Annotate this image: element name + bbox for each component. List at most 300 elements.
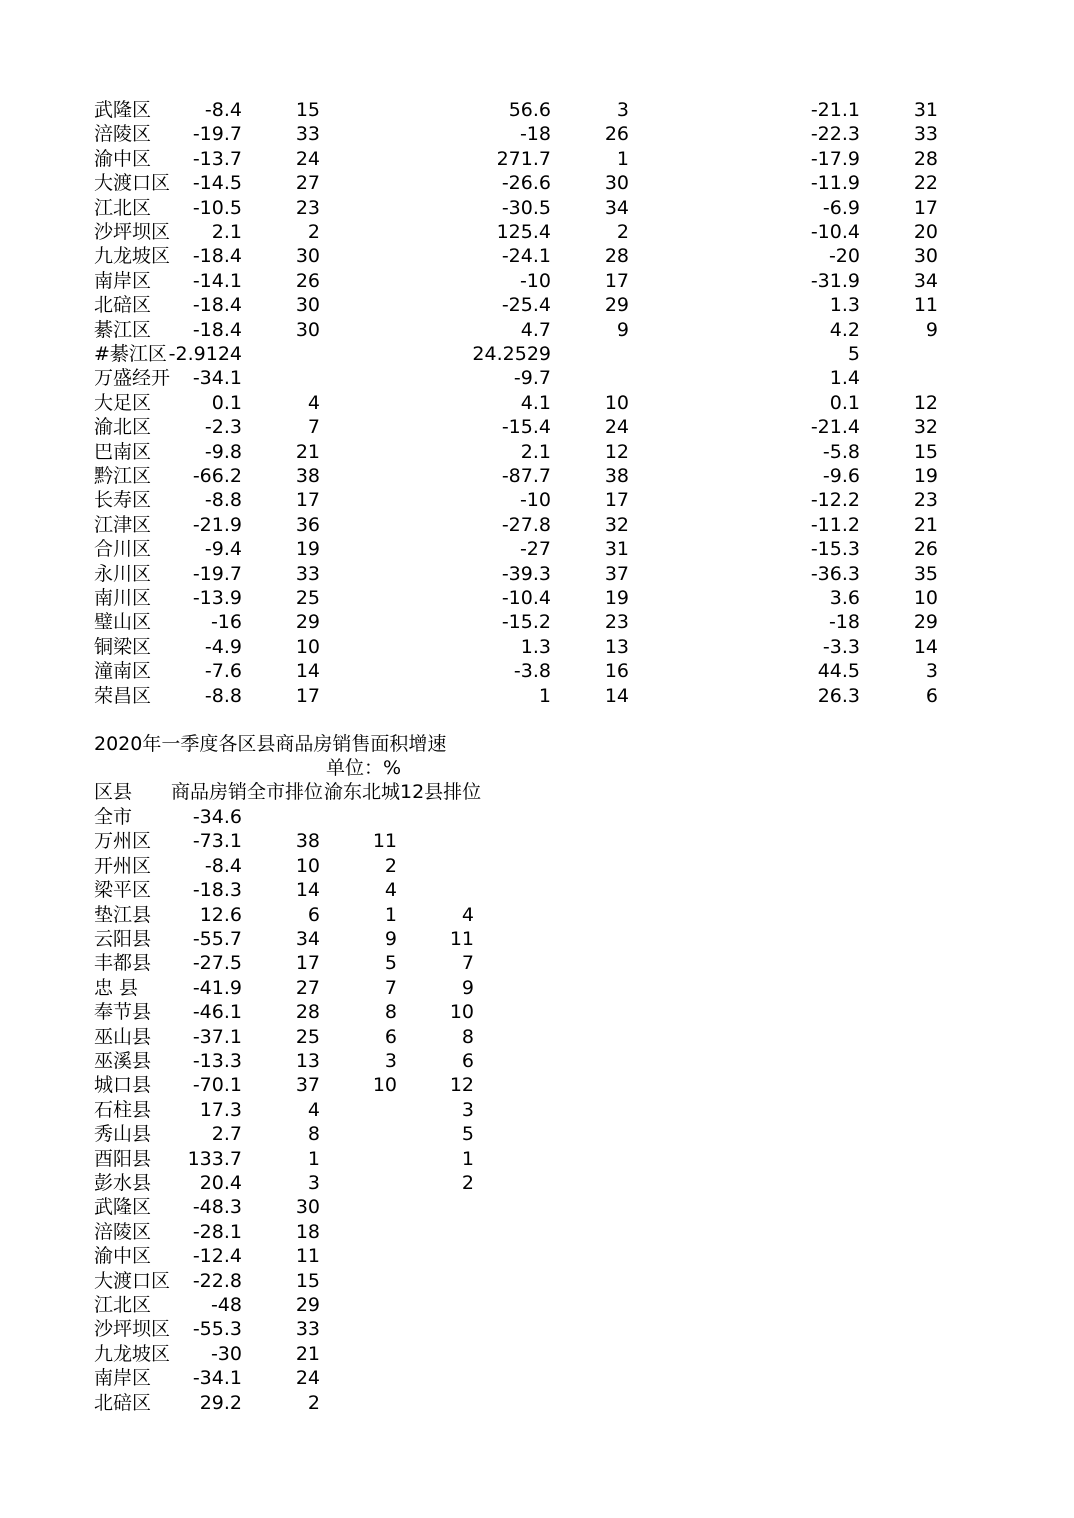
cell-c4 (410, 1244, 474, 1268)
table-row (0, 1342, 1074, 1366)
row-name: 渝北区 (94, 416, 152, 439)
cell-c6: 28 (913, 147, 938, 170)
cell-c3: 9 (384, 928, 397, 950)
table-row (0, 98, 1074, 122)
header-name: 区县 (94, 781, 133, 803)
bottom-table-title: 2020年一季度各区县商品房销售面积增速 (94, 733, 447, 755)
cell-c5: -15.3 (810, 538, 860, 561)
table-row (0, 122, 1074, 146)
cell-c6: 23 (913, 489, 938, 512)
cell-c6: 19 (913, 465, 938, 487)
row-name: 大足区 (94, 391, 152, 414)
cell-c1: -8.4 (204, 854, 242, 877)
table-row (0, 171, 1074, 195)
cell-c1: -2.3 (204, 416, 242, 439)
row-name: 云阳县 (94, 928, 152, 950)
cell-c1: -30 (210, 1342, 242, 1365)
row-name: 酉阳县 (94, 1147, 152, 1170)
row-name: 石柱县 (94, 1098, 152, 1121)
cell-c4: 11 (449, 928, 474, 950)
cell-c1: -10.5 (192, 196, 242, 219)
cell-c5: -17.9 (810, 147, 860, 170)
row-name: 江津区 (94, 513, 152, 536)
cell-c3: -15.2 (501, 611, 551, 634)
table-row (0, 684, 1074, 708)
table-row (0, 586, 1074, 610)
cell-c3: 1 (538, 684, 551, 707)
cell-c2: 3 (307, 1172, 320, 1194)
cell-c2: 4 (307, 391, 320, 414)
cell-c3: 8 (384, 1001, 397, 1024)
row-name: 南川区 (94, 587, 152, 609)
cell-c5: -22.3 (810, 123, 860, 146)
table-row (0, 1073, 1074, 1097)
table-row (0, 196, 1074, 220)
cell-c5: -3.3 (822, 635, 860, 658)
cell-c2: 1 (307, 1147, 320, 1170)
cell-c1: -55.3 (192, 1318, 242, 1341)
cell-c2: 17 (295, 952, 320, 975)
cell-c2: 10 (295, 854, 320, 877)
row-name: 大渡口区 (94, 1269, 171, 1292)
cell-c1: -18.4 (192, 245, 242, 268)
cell-c2: 18 (295, 1220, 320, 1243)
cell-c2: 25 (295, 1025, 320, 1048)
cell-c6: 17 (913, 196, 938, 219)
cell-c1: -41.9 (192, 976, 242, 999)
cell-c3: -30.5 (501, 196, 551, 219)
table-row (0, 1049, 1074, 1073)
cell-c5: -11.9 (810, 172, 860, 195)
cell-c6: 31 (913, 99, 938, 121)
cell-c2: 36 (295, 513, 320, 536)
row-name: 万盛经开 (94, 367, 171, 390)
cell-c4: 34 (604, 196, 629, 219)
row-name: 秀山县 (94, 1123, 152, 1146)
cell-c2: 30 (295, 318, 320, 341)
row-name: 梁平区 (94, 879, 152, 902)
table-row (0, 244, 1074, 268)
cell-c6: 20 (913, 221, 938, 243)
cell-c2: 23 (295, 196, 320, 219)
cell-c2: 14 (295, 660, 320, 683)
cell-c3: -15.4 (501, 416, 551, 439)
cell-c1: -48.3 (192, 1196, 242, 1219)
cell-c3: -87.7 (501, 465, 551, 487)
cell-c3 (340, 1391, 397, 1415)
cell-c1: 0.1 (211, 391, 242, 414)
row-name: 南岸区 (94, 269, 152, 292)
cell-c3 (340, 1269, 397, 1293)
table-row (0, 366, 1074, 390)
cell-c1: -12.4 (192, 1245, 242, 1268)
cell-c4: 38 (604, 465, 629, 487)
cell-c4 (410, 1293, 474, 1317)
row-name: 璧山区 (94, 611, 152, 634)
cell-c4: 10 (449, 1001, 474, 1024)
table-row (0, 1244, 1074, 1268)
cell-c6: 35 (913, 562, 938, 585)
cell-c1: -70.1 (192, 1074, 242, 1097)
cell-c6: 21 (913, 513, 938, 536)
cell-c3 (340, 1122, 397, 1146)
cell-c1: -8.4 (204, 99, 242, 121)
cell-c1: -14.5 (192, 172, 242, 195)
cell-c1: -9.4 (204, 538, 242, 561)
cell-c4: 32 (604, 513, 629, 536)
table-row (0, 878, 1074, 902)
cell-c4: 30 (604, 172, 629, 195)
cell-c6: 29 (913, 611, 938, 634)
cell-c2: 28 (295, 1001, 320, 1024)
table-row (0, 1366, 1074, 1390)
row-name: 綦江区 (94, 318, 152, 341)
cell-c6 (880, 342, 938, 366)
cell-c3 (340, 805, 397, 829)
cell-c5: -6.9 (822, 196, 860, 219)
cell-c4 (410, 1391, 474, 1415)
cell-c2: 15 (295, 99, 320, 121)
cell-c2: 33 (295, 1318, 320, 1341)
cell-c4: 17 (604, 269, 629, 292)
cell-c4: 16 (604, 660, 629, 683)
cell-c6: 26 (913, 538, 938, 561)
table-row (0, 1317, 1074, 1341)
table-row (0, 415, 1074, 439)
cell-c1: -46.1 (192, 1001, 242, 1024)
cell-c5: 1.4 (829, 367, 860, 390)
header-c2: 全市排位 (247, 781, 324, 803)
cell-c2: 24 (295, 1367, 320, 1390)
cell-c4 (570, 366, 629, 390)
row-name: 九龙坡区 (94, 245, 171, 268)
cell-c3 (340, 1244, 397, 1268)
cell-c5: -9.6 (822, 465, 860, 487)
cell-c4: 9 (461, 976, 474, 999)
cell-c3: -25.4 (501, 294, 551, 317)
cell-c3: 6 (384, 1025, 397, 1048)
cell-c2: 38 (295, 465, 320, 487)
table-row (0, 1293, 1074, 1317)
table-row (0, 318, 1074, 342)
cell-c2: 2 (307, 1391, 320, 1414)
cell-c4: 2 (616, 221, 629, 243)
table-row (0, 659, 1074, 683)
cell-c4: 14 (604, 684, 629, 707)
cell-c3: -24.1 (501, 245, 551, 268)
cell-c6: 32 (913, 416, 938, 439)
cell-c1: -37.1 (192, 1025, 242, 1048)
cell-c2: 24 (295, 147, 320, 170)
row-name: 合川区 (94, 538, 152, 561)
cell-c2: 27 (295, 976, 320, 999)
table-row (0, 903, 1074, 927)
cell-c4 (410, 878, 474, 902)
cell-c4: 4 (461, 903, 474, 926)
cell-c1: -18.4 (192, 318, 242, 341)
cell-c2: 11 (295, 1245, 320, 1268)
cell-c3 (340, 1293, 397, 1317)
cell-c2: 19 (295, 538, 320, 561)
cell-c2: 25 (295, 587, 320, 609)
cell-c2: 26 (295, 269, 320, 292)
table-row (0, 147, 1074, 171)
cell-c1: 20.4 (199, 1172, 242, 1194)
cell-c1: -13.9 (192, 587, 242, 609)
cell-c4: 37 (604, 562, 629, 585)
table-row (0, 488, 1074, 512)
bottom-table-unit: 单位：% (326, 757, 402, 779)
table-row (0, 464, 1074, 488)
cell-c3 (340, 1317, 397, 1341)
cell-c5: -10.4 (810, 221, 860, 243)
cell-c3: 5 (384, 952, 397, 975)
cell-c3: -39.3 (501, 562, 551, 585)
cell-c4: 3 (461, 1098, 474, 1121)
table-row (0, 1147, 1074, 1171)
cell-c1: 17.3 (199, 1098, 242, 1121)
row-name: 北碚区 (94, 1391, 152, 1414)
cell-c3 (340, 1195, 397, 1219)
row-name: #綦江区 (94, 343, 167, 365)
row-name: 荣昌区 (94, 684, 152, 707)
cell-c4: 3 (616, 99, 629, 121)
cell-c2: 30 (295, 294, 320, 317)
cell-c3: 3 (384, 1050, 397, 1072)
cell-c4 (410, 829, 474, 853)
table-row (0, 1171, 1074, 1195)
cell-c3: 24.2529 (472, 343, 551, 365)
cell-c1: -16 (210, 611, 242, 634)
row-name: 涪陵区 (94, 123, 152, 146)
cell-c3 (340, 1171, 397, 1195)
cell-c4: 31 (604, 538, 629, 561)
row-name: 开州区 (94, 854, 152, 877)
table-row (0, 440, 1074, 464)
cell-c3: -18 (519, 123, 551, 146)
row-name: 北碚区 (94, 294, 152, 317)
cell-c6: 30 (913, 245, 938, 268)
cell-c6: 10 (913, 587, 938, 609)
cell-c4: 28 (604, 245, 629, 268)
table-row (0, 562, 1074, 586)
row-name: 九龙坡区 (94, 1342, 171, 1365)
row-name: 渝中区 (94, 1245, 152, 1268)
table-row (0, 1195, 1074, 1219)
row-name: 永川区 (94, 562, 152, 585)
cell-c6: 33 (913, 123, 938, 146)
cell-c5: 26.3 (817, 684, 860, 707)
cell-c5: -21.4 (810, 416, 860, 439)
cell-c4: 23 (604, 611, 629, 634)
cell-c4 (410, 1366, 474, 1390)
cell-c5: -36.3 (810, 562, 860, 585)
cell-c4 (410, 1342, 474, 1366)
cell-c3: 1 (384, 903, 397, 926)
cell-c2: 17 (295, 684, 320, 707)
cell-c2: 7 (307, 416, 320, 439)
cell-c2 (260, 805, 320, 829)
cell-c3 (340, 1366, 397, 1390)
cell-c4: 17 (604, 489, 629, 512)
row-name: 武隆区 (94, 1196, 152, 1219)
row-name: 铜梁区 (94, 635, 152, 658)
row-name: 奉节县 (94, 1001, 152, 1024)
cell-c3: 11 (372, 830, 397, 853)
row-name: 南岸区 (94, 1367, 152, 1390)
cell-c6: 15 (913, 440, 938, 463)
row-name: 城口县 (94, 1074, 152, 1097)
cell-c4: 29 (604, 294, 629, 317)
cell-c1: -34.6 (192, 806, 242, 828)
row-name: 万州区 (94, 830, 152, 853)
row-name: 长寿区 (94, 489, 152, 512)
cell-c3: 125.4 (496, 221, 551, 243)
cell-c1: -8.8 (204, 489, 242, 512)
cell-c1: -73.1 (192, 830, 242, 853)
cell-c3: 271.7 (496, 147, 551, 170)
cell-c1: -7.6 (204, 660, 242, 683)
row-name: 渝中区 (94, 147, 152, 170)
cell-c3: 1.3 (520, 635, 551, 658)
cell-c6: 12 (913, 391, 938, 414)
cell-c2: 27 (295, 172, 320, 195)
row-name: 丰都县 (94, 952, 152, 975)
row-name: 巫溪县 (94, 1050, 152, 1072)
cell-c1: -4.9 (204, 635, 242, 658)
cell-c1: -13.7 (192, 147, 242, 170)
row-name: 江北区 (94, 196, 152, 219)
cell-c5: 4.2 (829, 318, 860, 341)
header-c4: 12县排位 (400, 781, 482, 803)
cell-c1: 12.6 (199, 903, 242, 926)
row-name: 沙坪坝区 (94, 1318, 171, 1341)
cell-c4: 7 (461, 952, 474, 975)
cell-c1: -9.8 (204, 440, 242, 463)
cell-c2: 37 (295, 1074, 320, 1097)
cell-c4: 1 (461, 1147, 474, 1170)
cell-c3: 2 (384, 854, 397, 877)
cell-c1: -34.1 (192, 1367, 242, 1390)
table-row (0, 1122, 1074, 1146)
cell-c5: -21.1 (810, 99, 860, 121)
table-row (0, 1391, 1074, 1415)
table-row (0, 391, 1074, 415)
row-name: 黔江区 (94, 465, 152, 487)
table-row (0, 1000, 1074, 1024)
cell-c2: 33 (295, 562, 320, 585)
cell-c5: 5 (847, 343, 860, 365)
cell-c1: 133.7 (187, 1147, 242, 1170)
cell-c4: 13 (604, 635, 629, 658)
cell-c2: 30 (295, 245, 320, 268)
cell-c6 (880, 366, 938, 390)
cell-c4: 1 (616, 147, 629, 170)
table-row (0, 293, 1074, 317)
cell-c2: 6 (307, 903, 320, 926)
cell-c3: 2.1 (520, 440, 551, 463)
cell-c3: 7 (384, 976, 397, 999)
cell-c4: 8 (461, 1025, 474, 1048)
cell-c1: -27.5 (192, 952, 242, 975)
cell-c3 (340, 1098, 397, 1122)
cell-c3: -10 (519, 489, 551, 512)
cell-c6: 14 (913, 635, 938, 658)
cell-c1: -28.1 (192, 1220, 242, 1243)
cell-c5: -11.2 (810, 513, 860, 536)
cell-c5: -18 (828, 611, 860, 634)
cell-c4 (410, 805, 474, 829)
row-name: 潼南区 (94, 660, 152, 683)
cell-c6: 11 (913, 294, 938, 317)
table-row (0, 805, 1074, 829)
cell-c3: -9.7 (513, 367, 551, 390)
cell-c2: 15 (295, 1269, 320, 1292)
cell-c1: -14.1 (192, 269, 242, 292)
cell-c2: 21 (295, 440, 320, 463)
cell-c2: 30 (295, 1196, 320, 1219)
table-row (0, 610, 1074, 634)
table-row (0, 537, 1074, 561)
cell-c4: 9 (616, 318, 629, 341)
cell-c3: 4.7 (520, 318, 551, 341)
cell-c1: -19.7 (192, 123, 242, 146)
table-row (0, 513, 1074, 537)
header-c3: 渝东北城 (324, 781, 401, 803)
cell-c3: -3.8 (513, 660, 551, 683)
cell-c3: 10 (372, 1074, 397, 1097)
table-row (0, 342, 1074, 366)
cell-c2 (260, 342, 320, 366)
cell-c2: 13 (295, 1050, 320, 1072)
cell-c2: 33 (295, 123, 320, 146)
cell-c4: 6 (461, 1050, 474, 1072)
table-row (0, 269, 1074, 293)
table-row (0, 1025, 1074, 1049)
row-name: 涪陵区 (94, 1220, 152, 1243)
table-row (0, 854, 1074, 878)
cell-c4: 12 (604, 440, 629, 463)
cell-c1: 2.7 (211, 1123, 242, 1146)
cell-c4: 26 (604, 123, 629, 146)
row-name: 大渡口区 (94, 172, 171, 195)
cell-c4 (410, 1220, 474, 1244)
cell-c5: 0.1 (829, 391, 860, 414)
cell-c6: 6 (925, 684, 938, 707)
cell-c2: 29 (295, 611, 320, 634)
row-name: 武隆区 (94, 99, 152, 121)
header-c1: 商品房销 (171, 781, 248, 803)
cell-c4: 12 (449, 1074, 474, 1097)
cell-c5: 44.5 (817, 660, 860, 683)
cell-c1: -66.2 (192, 465, 242, 487)
cell-c3: -26.6 (501, 172, 551, 195)
cell-c3: 4 (384, 879, 397, 902)
cell-c3: -27 (519, 538, 551, 561)
cell-c5: -5.8 (822, 440, 860, 463)
cell-c1: -48 (210, 1294, 242, 1316)
cell-c4 (570, 342, 629, 366)
cell-c2: 10 (295, 635, 320, 658)
cell-c2: 14 (295, 879, 320, 902)
cell-c4 (410, 1317, 474, 1341)
row-name: 垫江县 (94, 903, 152, 926)
table-row (0, 1269, 1074, 1293)
cell-c2: 21 (295, 1342, 320, 1365)
cell-c4 (410, 1195, 474, 1219)
cell-c2: 29 (295, 1294, 320, 1316)
cell-c3: 56.6 (508, 99, 551, 121)
